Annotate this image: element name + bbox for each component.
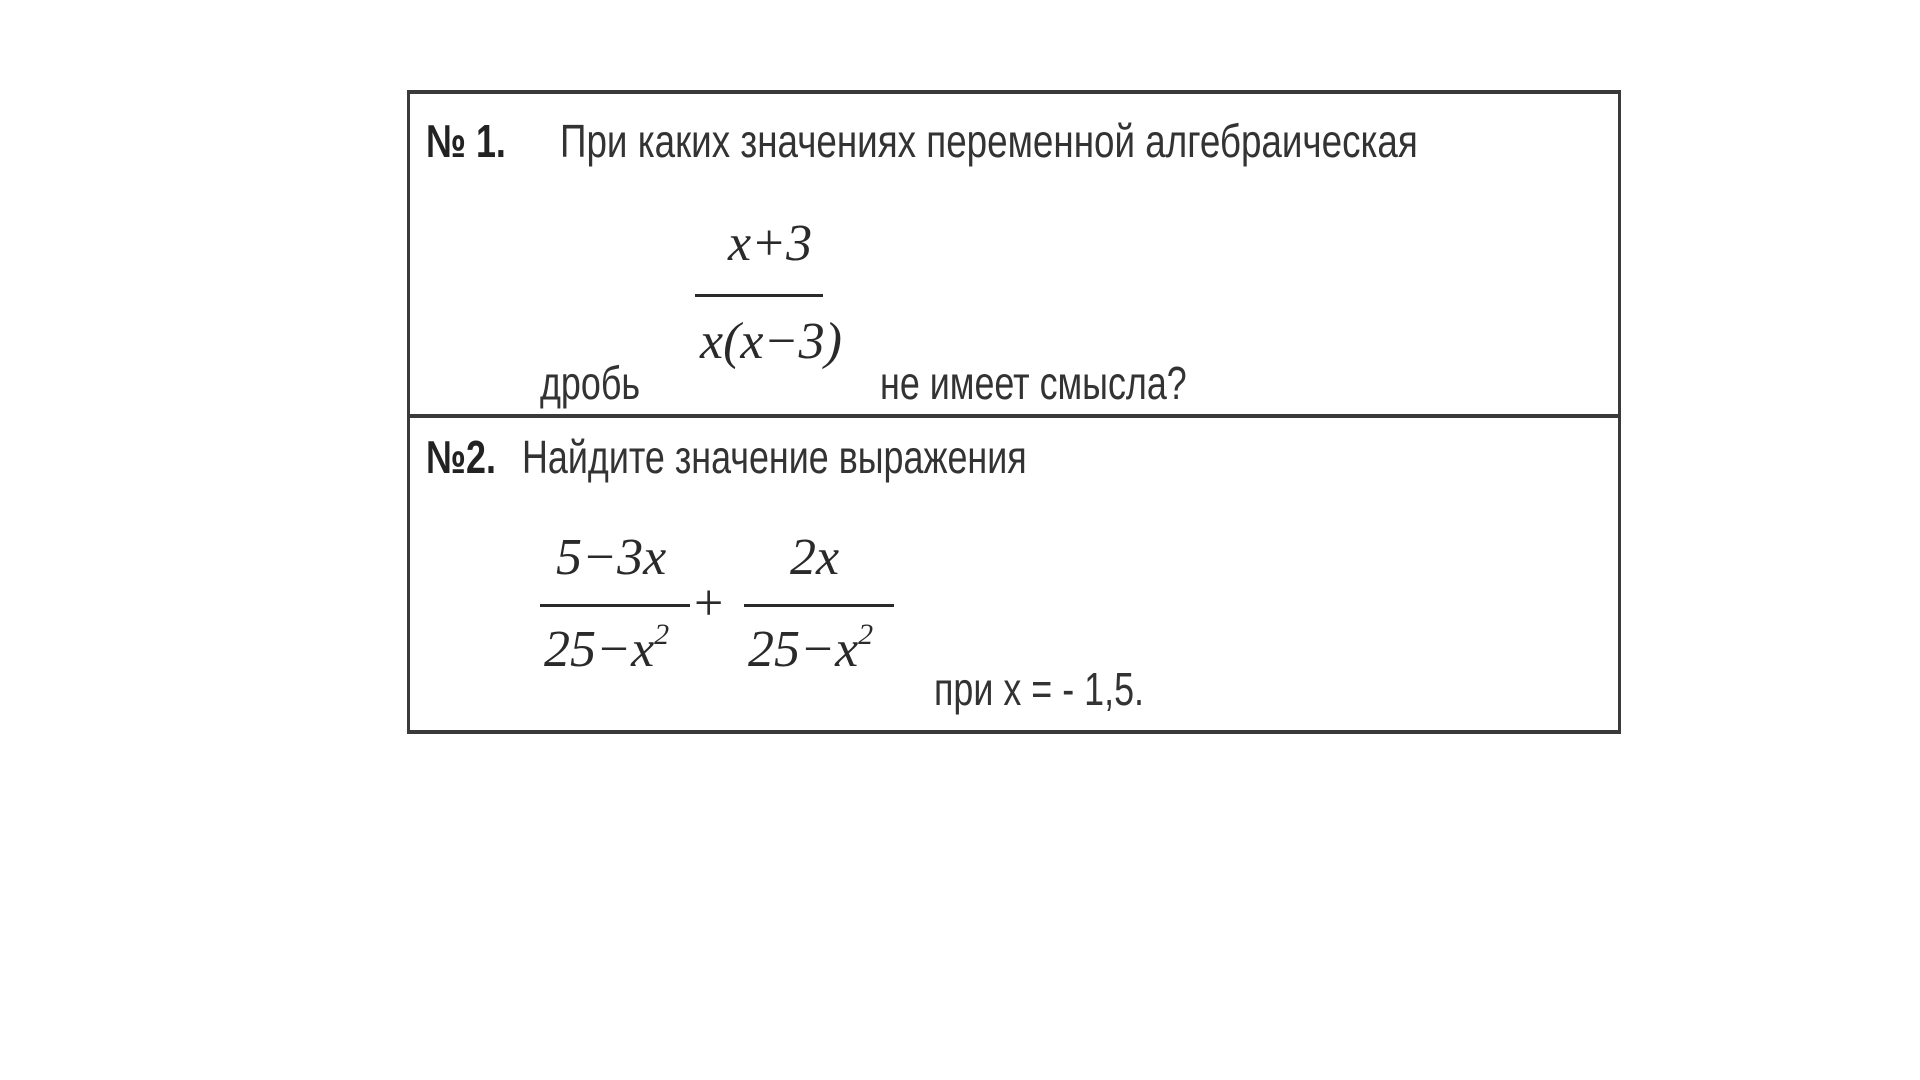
task-2-fraction1-numerator: 5−3x [556,529,667,586]
task-1-question-line1: При каких значениях переменной алгебраическая [560,115,1418,167]
task-1-question-end: не имеет смысла? [880,357,1187,409]
task-2-fraction2-denominator-exp: 2 [858,618,874,651]
task-2-fraction1-denominator-base: 25−x [544,621,655,678]
task-2-fraction2-denominator [748,618,874,678]
worksheet-table [407,90,1621,734]
task-2-fraction2-bar [744,604,894,607]
task-2-condition: при x = - 1,5. [934,663,1144,715]
task-2-fraction2-denominator-base: 25−x [748,621,859,678]
task-2-row [410,418,1618,734]
task-2-plus-operator: + [694,575,724,632]
task-2-fraction1-denominator [544,618,670,678]
task-1-fraction-numerator: x+3 [728,215,813,272]
task-1-word-fraction: дробь [540,357,641,409]
task-2-fraction2-numerator: 2x [790,529,840,586]
task-1-fraction-denominator: x(x−3) [700,313,842,370]
task-2-number: №2. [426,431,496,483]
task-2-fraction1-bar [540,604,690,607]
task-2-fraction1-denominator-exp: 2 [654,618,670,651]
task-1-row [410,94,1618,418]
task-1-number: № 1. [426,115,506,167]
task-2-instruction: Найдите значение выражения [522,431,1027,483]
task-1-fraction-bar [695,294,823,297]
